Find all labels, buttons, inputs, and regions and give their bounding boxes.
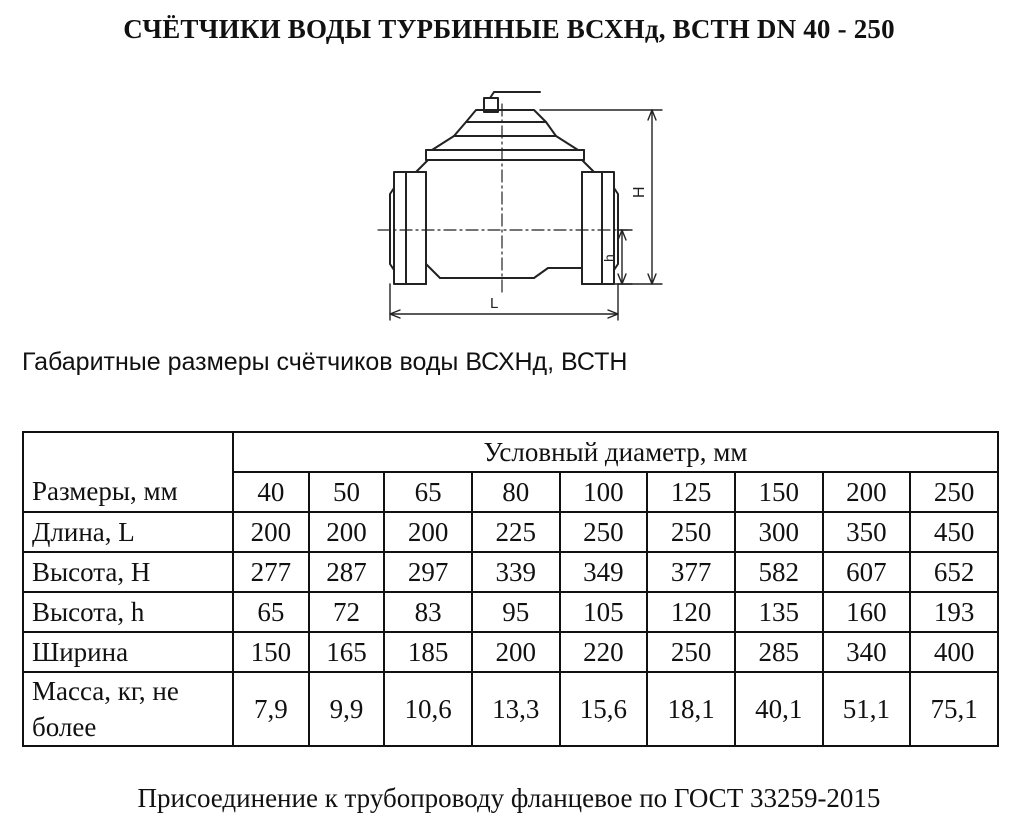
right-flange	[582, 172, 618, 284]
value-cell: 15,6	[560, 672, 648, 746]
meter-register-cap	[426, 92, 584, 160]
connection-note: Присоединение к трубопроводу фланцевое по ГОСТ 33259-2015	[137, 783, 881, 813]
value-cell: 160	[823, 592, 911, 632]
diameter-cell: 150	[735, 472, 823, 512]
value-cell: 75,1	[910, 672, 998, 746]
label-L: L	[490, 295, 499, 312]
value-cell: 135	[735, 592, 823, 632]
diameter-cell: 65	[384, 472, 472, 512]
value-cell: 120	[647, 592, 735, 632]
table-row	[23, 632, 998, 672]
diameter-row	[23, 472, 998, 512]
value-cell: 287	[309, 552, 385, 592]
value-cell: 65	[233, 592, 309, 632]
table-row	[23, 552, 998, 592]
value-cell: 450	[910, 512, 998, 552]
value-cell: 277	[233, 552, 309, 592]
page-title: СЧЁТЧИКИ ВОДЫ ТУРБИННЫЕ ВСХНд, ВСТН DN 40 - 250	[123, 14, 895, 44]
value-cell: 150	[233, 632, 309, 672]
row-label-height-h: Высота, h	[23, 592, 233, 632]
length-L-dimension	[390, 284, 618, 320]
value-cell: 200	[472, 632, 560, 672]
table-row	[23, 672, 998, 746]
table-caption: Габаритные размеры счётчиков воды ВСХНд, ВСТН	[22, 348, 628, 376]
value-cell: 250	[560, 512, 648, 552]
value-cell: 297	[384, 552, 472, 592]
row-label-height-H: Высота, H	[23, 552, 233, 592]
value-cell: 83	[384, 592, 472, 632]
diameter-cell: 200	[823, 472, 911, 512]
diameter-cell: 40	[233, 472, 309, 512]
value-cell: 285	[735, 632, 823, 672]
height-h-dimension	[618, 230, 632, 284]
value-cell: 349	[560, 552, 648, 592]
meter-body	[416, 160, 594, 284]
diameter-cell: 125	[647, 472, 735, 512]
diameter-cell: 80	[472, 472, 560, 512]
value-cell: 582	[735, 552, 823, 592]
row-label-width: Ширина	[23, 632, 233, 672]
value-cell: 400	[910, 632, 998, 672]
center-lines	[378, 104, 628, 296]
row-label-mass: Масса, кг, не более	[23, 672, 233, 746]
value-cell: 220	[560, 632, 648, 672]
value-cell: 10,6	[384, 672, 472, 746]
value-cell: 7,9	[233, 672, 309, 746]
table-row	[23, 512, 998, 552]
value-cell: 13,3	[472, 672, 560, 746]
left-flange	[390, 172, 426, 284]
group-header-cell: Условный диаметр, мм	[233, 432, 998, 472]
value-cell: 350	[823, 512, 911, 552]
value-cell: 607	[823, 552, 911, 592]
value-cell: 185	[384, 632, 472, 672]
value-cell: 340	[823, 632, 911, 672]
meter-dimension-drawing	[370, 88, 670, 326]
dimensions-table	[22, 431, 999, 747]
label-h: h	[601, 254, 617, 262]
value-cell: 200	[233, 512, 309, 552]
value-cell: 225	[472, 512, 560, 552]
value-cell: 18,1	[647, 672, 735, 746]
value-cell: 165	[309, 632, 385, 672]
value-cell: 40,1	[735, 672, 823, 746]
diameter-cell: 50	[309, 472, 385, 512]
value-cell: 652	[910, 552, 998, 592]
value-cell: 51,1	[823, 672, 911, 746]
diameter-cell: 100	[560, 472, 648, 512]
value-cell: 300	[735, 512, 823, 552]
table-header-row	[23, 432, 998, 472]
value-cell: 339	[472, 552, 560, 592]
value-cell: 105	[560, 592, 648, 632]
value-cell: 377	[647, 552, 735, 592]
label-H: H	[631, 186, 648, 198]
value-cell: 250	[647, 632, 735, 672]
meter-drawing-svg	[370, 88, 670, 326]
value-cell: 250	[647, 512, 735, 552]
size-label-cell: Размеры, мм	[23, 472, 233, 512]
value-cell: 72	[309, 592, 385, 632]
empty-corner-cell	[23, 432, 233, 472]
value-cell: 9,9	[309, 672, 385, 746]
row-label-length: Длина, L	[23, 512, 233, 552]
diameter-cell: 250	[910, 472, 998, 512]
value-cell: 200	[384, 512, 472, 552]
value-cell: 193	[910, 592, 998, 632]
value-cell: 200	[309, 512, 385, 552]
value-cell: 95	[472, 592, 560, 632]
table-row	[23, 592, 998, 632]
